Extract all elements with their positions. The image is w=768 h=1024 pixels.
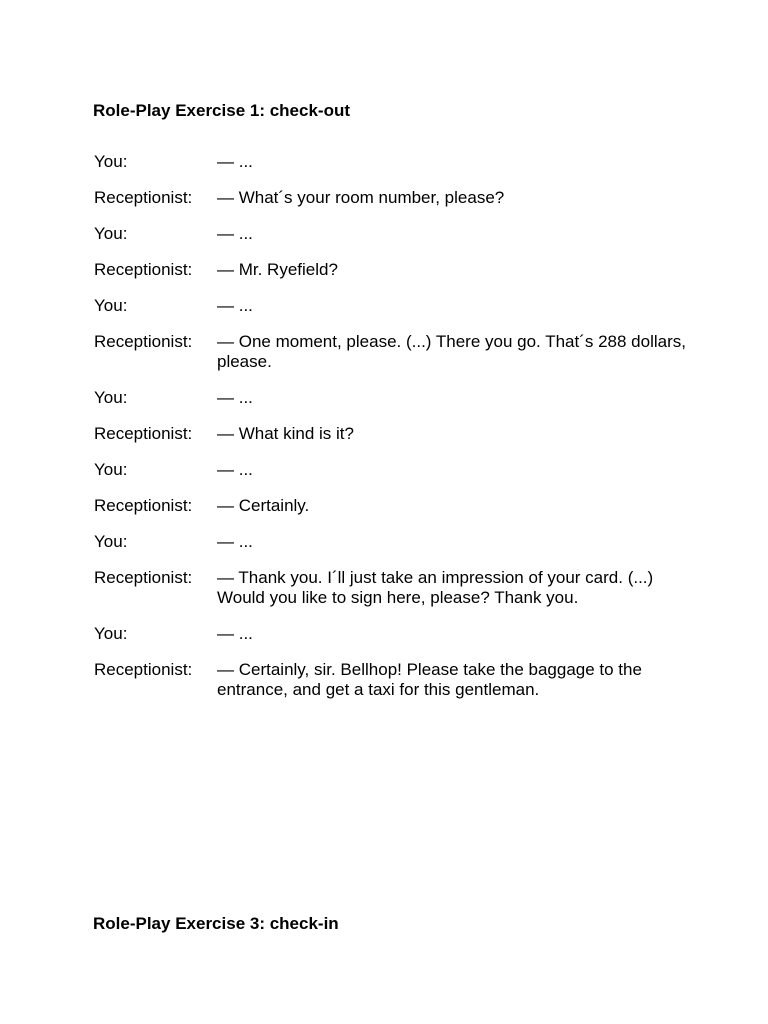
speaker-label: You: <box>94 532 128 551</box>
dialogue-line <box>94 388 694 408</box>
speaker-label: Receptionist: <box>94 188 193 207</box>
speaker-label: Receptionist: <box>94 424 193 443</box>
dialogue-line <box>94 424 694 444</box>
dialogue-list <box>94 152 694 716</box>
speaker-label: Receptionist: <box>94 332 193 351</box>
speaker-label: You: <box>94 296 128 315</box>
speaker-label: You: <box>94 388 128 407</box>
speaker-label: You: <box>94 152 128 171</box>
dialogue-text: — Thank you. I´ll just take an impression of your card. (...) Would you like to sign here, please? Thank you. <box>217 568 654 607</box>
dialogue-text: — Mr. Ryefield? <box>217 260 338 279</box>
dialogue-text: — ... <box>217 224 253 243</box>
dialogue-text: — ... <box>217 296 253 315</box>
exercise-3-heading: Role-Play Exercise 3: check-in <box>93 914 339 933</box>
speaker-label: Receptionist: <box>94 568 193 587</box>
dialogue-text: — One moment, please. (...) There you go. That´s 288 dollars, please. <box>217 332 686 371</box>
dialogue-text: — What´s your room number, please? <box>217 188 505 207</box>
dialogue-line <box>94 532 694 552</box>
dialogue-line <box>94 224 694 244</box>
dialogue-text: — ... <box>217 460 253 479</box>
speaker-label: You: <box>94 624 128 643</box>
dialogue-line <box>94 496 694 516</box>
dialogue-text: — ... <box>217 152 253 171</box>
speaker-label: You: <box>94 224 128 243</box>
dialogue-text: — ... <box>217 532 253 551</box>
dialogue-line <box>94 332 694 372</box>
dialogue-text: — ... <box>217 388 253 407</box>
dialogue-text: — Certainly, sir. Bellhop! Please take the baggage to the entrance, and get a taxi for this gentleman. <box>217 660 642 699</box>
dialogue-line <box>94 296 694 316</box>
dialogue-line <box>94 152 694 172</box>
dialogue-text: — ... <box>217 624 253 643</box>
dialogue-line <box>94 460 694 480</box>
dialogue-line <box>94 568 694 608</box>
dialogue-line <box>94 624 694 644</box>
speaker-label: Receptionist: <box>94 260 193 279</box>
speaker-label: Receptionist: <box>94 496 193 515</box>
dialogue-text: — Certainly. <box>217 496 310 515</box>
speaker-label: You: <box>94 460 128 479</box>
dialogue-line <box>94 260 694 280</box>
dialogue-text: — What kind is it? <box>217 424 354 443</box>
dialogue-line <box>94 660 694 700</box>
speaker-label: Receptionist: <box>94 660 193 679</box>
dialogue-line <box>94 188 694 208</box>
exercise-1-heading: Role-Play Exercise 1: check-out <box>93 101 351 120</box>
